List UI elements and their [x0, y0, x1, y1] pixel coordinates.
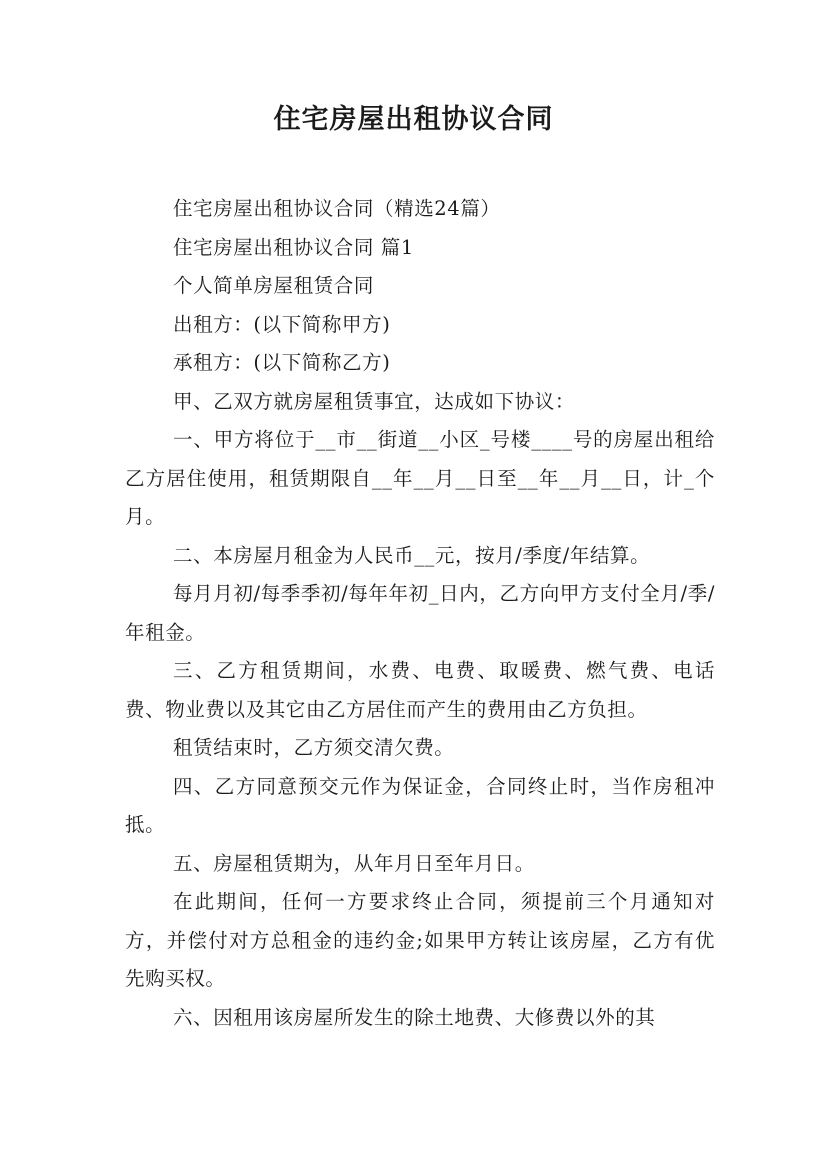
paragraph: 四、乙方同意预交元作为保证金，合同终止时，当作房租冲抵。: [125, 774, 715, 836]
paragraph: 三、乙方租赁期间，水费、电费、取暖费、燃气费、电话费、物业费以及其它由乙方居住而产生的费用由乙方负担。: [125, 659, 715, 721]
paragraph: 五、房屋租赁期为，从年月日至年月日。: [173, 851, 535, 875]
paragraph: 甲、乙双方就房屋租赁事宜，达成如下协议：: [173, 389, 576, 413]
paragraph: 个人简单房屋租赁合同: [173, 274, 375, 297]
paragraph: 六、因租用该房屋所发生的除土地费、大修费以外的其: [173, 1005, 656, 1029]
paragraph: 住宅房屋出租协议合同 篇1: [173, 235, 414, 259]
paragraph: 出租方：(以下简称甲方): [173, 312, 391, 336]
paragraph: 住宅房屋出租协议合同（精选24篇）: [173, 197, 501, 220]
paragraph: 一、甲方将位于__市__街道__小区_号楼____号的房屋出租给乙方居住使用，租赁期限自__年__月__日至__年__月__日，计_个月。: [125, 428, 715, 528]
paragraph: 租赁结束时，乙方须交清欠费。: [173, 736, 455, 759]
paragraph: 承租方：(以下简称乙方): [173, 351, 391, 374]
document-body: [125, 190, 715, 1037]
paragraph: 二、本房屋月租金为人民币__元，按月/季度/年结算。: [173, 543, 651, 567]
paragraph: 在此期间，任何一方要求终止合同，须提前三个月通知对方，并偿付对方总租金的违约金;如果甲方转让该房屋，乙方有优先购买权。: [125, 890, 715, 990]
document-title: 住宅房屋出租协议合同: [273, 104, 554, 135]
paragraph: 每月月初/每季季初/每年年初_日内，乙方向甲方支付全月/季/年租金。: [125, 582, 715, 644]
